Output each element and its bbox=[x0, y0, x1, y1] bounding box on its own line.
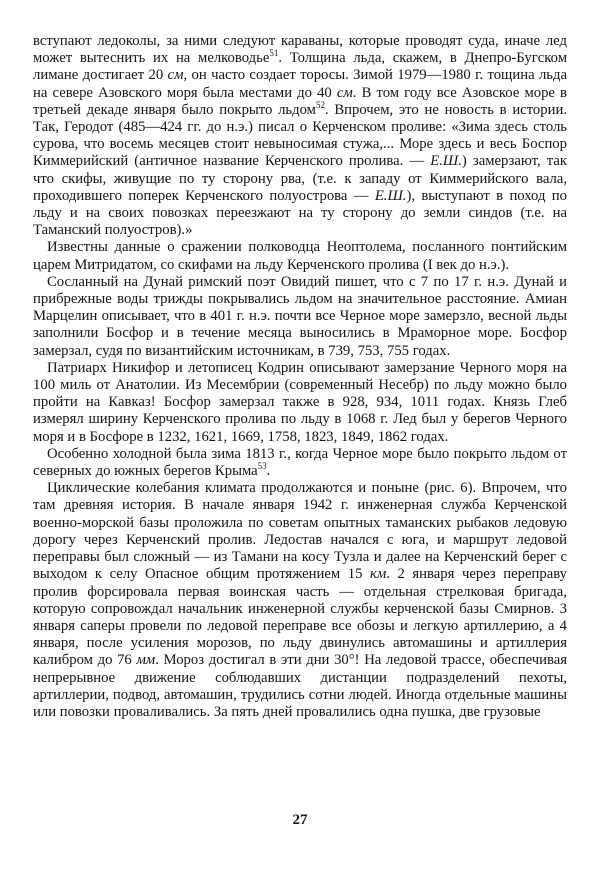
paragraph bbox=[33, 360, 567, 446]
text-run: , он часто создает торосы. Зимой 1979—1980 г. тощина льда на севере Азовского моря была местами до 40 bbox=[33, 67, 567, 101]
italic-text-run: см bbox=[336, 84, 353, 101]
text-run: . Мороз достигал в эти дни 30°! На ледовой трассе, обеспечивая непрерывное движение соблюдавших дистанции подразделений пехоты, артиллерии, подвод, автомашин, трудились сотни людей. Иногда отдельные машины или повозки проваливались. За пять дней провалились одна пушка, две грузовые bbox=[33, 652, 567, 720]
italic-text-run: см bbox=[167, 67, 184, 84]
text-run: Циклические колебания климата продолжаются и поныне (рис. 6). Впрочем, что там древняя история. В начале января 1942 г. инженерная служба Керченской военно-морской базы проложила по советам опытных таманских рыбаков ледовую дорогу через Керченский пролив. Ледостав начался с юга, и маршрут ледовой переправы был сложный — из Тамани на косу Тузла и далее на Керченский берег с выходом к селу Опасное общим протяжением 15 bbox=[33, 480, 567, 583]
text-run: . bbox=[266, 463, 271, 480]
paragraph bbox=[33, 33, 567, 239]
footnote-reference: 52 bbox=[315, 99, 325, 110]
text-run: . В том году все Азовское море в третьей декаде января было покрыто льдом bbox=[33, 84, 567, 118]
text-run: . Толщина льда, скажем, в Днепро-Бугском лимане достигает 20 bbox=[33, 50, 568, 84]
text-run: Известны данные о сражении полководца Неоптолема, посланного понтийским царем Митридатом, со скифами на льду Керченского пролива (I век до н.э.). bbox=[33, 239, 567, 273]
book-page bbox=[33, 33, 567, 843]
italic-text-run: мм bbox=[136, 652, 156, 669]
text-run: ), выступают в поход по льду и на своих повозках переезжают на ту сторону до земли синдов (т.е. на Таманский полуостров).» bbox=[33, 187, 567, 239]
text-run: Патриарх Никифор и летописец Кодрин описывают замерзание Черного моря на 100 миль от Анатолии. Из Месембрии (современный Несебр) по льду можно было пройти на Кавказ! Босфор замерзал также в 928, 934, 1011 годах. Князь Глеб измерял ширину Керченского пролива по льду в 1068 г. Лед был у берегов Черного моря и в Босфоре в 1232, 1621, 1669, 1758, 1823, 1849, 1862 годах. bbox=[33, 359, 567, 445]
page-text-body bbox=[33, 33, 567, 721]
footnote-reference: 51 bbox=[269, 48, 279, 59]
text-run: Сосланный на Дунай римский поэт Овидий пишет, что с 7 по 17 г. н.э. Дунай и прибрежные воды трижды покрывались льдом на значительное расстояние. Амиан Марцелин описывает, что в 401 г. н.э. почти все Черное море замерзло, весной льды заполнили Босфор и в течение месяца выносились в Мраморное море. Босфор замерзал, судя по византийским источникам, в 739, 753, 755 годах. bbox=[33, 273, 567, 359]
text-run: Особенно холодной была зима 1813 г., когда Черное море было покрыто льдом от северных до южных берегов Крыма bbox=[33, 445, 567, 480]
paragraph bbox=[33, 274, 567, 360]
italic-text-run: км bbox=[370, 566, 387, 583]
text-run: . Впрочем, это не новость в истории. Так, Геродот (485—424 гг. до н.э.) писал о Керченском проливе: «Зима здесь столь сурова, что восемь месяцев стоит невыносимая стужа,... Море здесь и весь Боспор Киммерийский (античное название Керченского пролива. — bbox=[33, 101, 568, 170]
paragraph bbox=[33, 480, 567, 721]
italic-text-run: Е.Ш. bbox=[430, 153, 462, 170]
paragraph bbox=[33, 446, 567, 480]
paragraph bbox=[33, 239, 567, 273]
italic-text-run: Е.Ш. bbox=[374, 187, 407, 204]
text-run: . 2 января через переправу пролив форсировала первая воинская часть — отдельная стрелковая бригада, которую сопровождал начальник инженерной службы керченской базы Смирнов. 3 января саперы провели по ледовой переправе все обозы и легкую артиллерию, а 4 января, после усиления морозов, по льду двинулись автомашины и артиллерия калибром до 76 bbox=[33, 566, 567, 669]
text-run: вступают ледоколы, за ними следуют караваны, которые проводят суда, иначе лед может вытеснить их на мелководье bbox=[33, 33, 567, 67]
page-number: 27 bbox=[292, 812, 308, 828]
text-run: ) замерзают, так что скифы, живущие по ту сторону рва, (т.е. к западу от Киммерийского вала, проходившего поперек Керченского полуострова — bbox=[33, 153, 567, 204]
footnote-reference: 53 bbox=[257, 461, 267, 472]
